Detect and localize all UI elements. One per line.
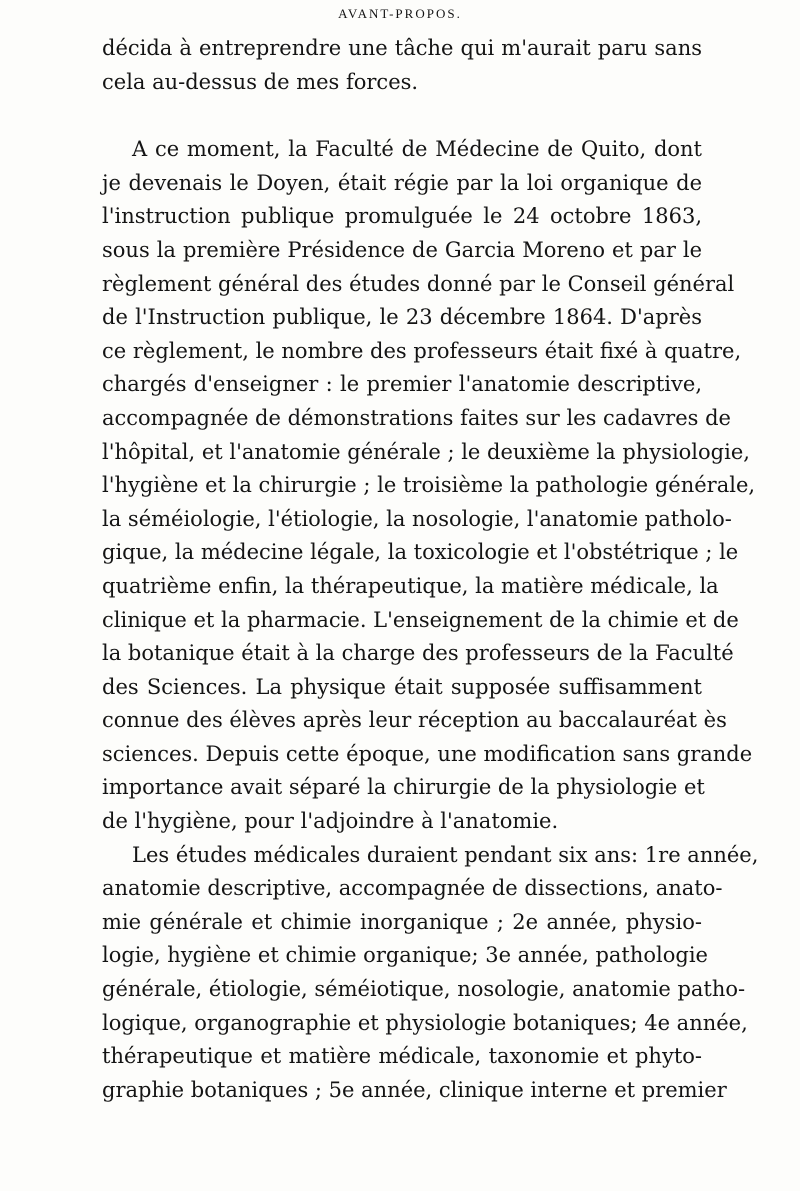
text-line: je devenais le Doyen, était régie par la loi organique de [102, 170, 702, 195]
text-line: l'instruction publique promulguée le 24 octobre 1863, [102, 204, 702, 229]
text-line: ce règlement, le nombre des professeurs était fixé à quatre, [102, 338, 742, 363]
body-text [102, 32, 759, 1107]
text-line: décida à entreprendre une tâche qui m'aurait paru sans [102, 36, 702, 60]
text-line: la séméiologie, l'étiologie, la nosologie, l'anatomie patholo- [102, 506, 732, 531]
text-line: logie, hygiène et chimie organique; 3e année, pathologie [102, 943, 708, 968]
paragraph-2 [102, 133, 756, 838]
paragraph-1 [102, 32, 702, 99]
text-line: importance avait séparé la chirurgie de la physiologie et [102, 775, 705, 800]
running-head: AVANT-PROPOS. [338, 6, 462, 21]
text-line: A ce moment, la Faculté de Médecine de Quito, dont [132, 137, 702, 162]
text-line: clinique et la pharmacie. L'enseignement de la chimie et de [102, 607, 739, 632]
text-line: quatrième enfin, la thérapeutique, la matière médicale, la [102, 573, 719, 598]
text-line: l'hygiène et la chirurgie ; le troisième la pathologie générale, [102, 473, 756, 498]
text-line: cela au-dessus de mes forces. [102, 69, 419, 94]
text-line: Les études médicales duraient pendant six ans: 1re année, [132, 842, 759, 867]
text-line: sciences. Depuis cette époque, une modification sans grande [102, 741, 753, 766]
text-line: de l'hygiène, pour l'adjoindre à l'anatomie. [102, 809, 559, 834]
text-line: logique, organographie et physiologie botaniques; 4e année, [102, 1010, 748, 1035]
text-line: anatomie descriptive, accompagnée de dissections, anato- [102, 876, 723, 901]
text-line: chargés d'enseigner : le premier l'anatomie descriptive, [102, 372, 702, 397]
text-line: connue des élèves après leur réception au baccalauréat ès [102, 708, 727, 733]
text-line: accompagnée de démonstrations faites sur les cadavres de [102, 405, 731, 430]
text-line: des Sciences. La physique était supposée suffisamment [102, 674, 702, 699]
text-line: l'hôpital, et l'anatomie générale ; le deuxième la physiologie, [102, 439, 750, 464]
text-line: de l'Instruction publique, le 23 décembre 1864. D'après [102, 305, 702, 330]
text-line: gique, la médecine légale, la toxicologie et l'obstétrique ; le [102, 540, 739, 565]
text-line: sous la première Présidence de Garcia Moreno et par le [102, 237, 702, 262]
paragraph-gap [102, 99, 702, 133]
text-line: générale, étiologie, séméiotique, nosologie, anatomie patho- [102, 977, 746, 1002]
text-line: règlement général des études donné par le Conseil général [102, 271, 735, 296]
text-line: la botanique était à la charge des professeurs de la Faculté [102, 641, 734, 666]
text-line: mie générale et chimie inorganique ; 2e année, physio- [102, 909, 702, 934]
text-line: thérapeutique et matière médicale, taxonomie et phyto- [102, 1044, 702, 1069]
text-line: graphie botaniques ; 5e année, clinique interne et premier [102, 1077, 727, 1102]
paragraph-3 [102, 839, 759, 1108]
